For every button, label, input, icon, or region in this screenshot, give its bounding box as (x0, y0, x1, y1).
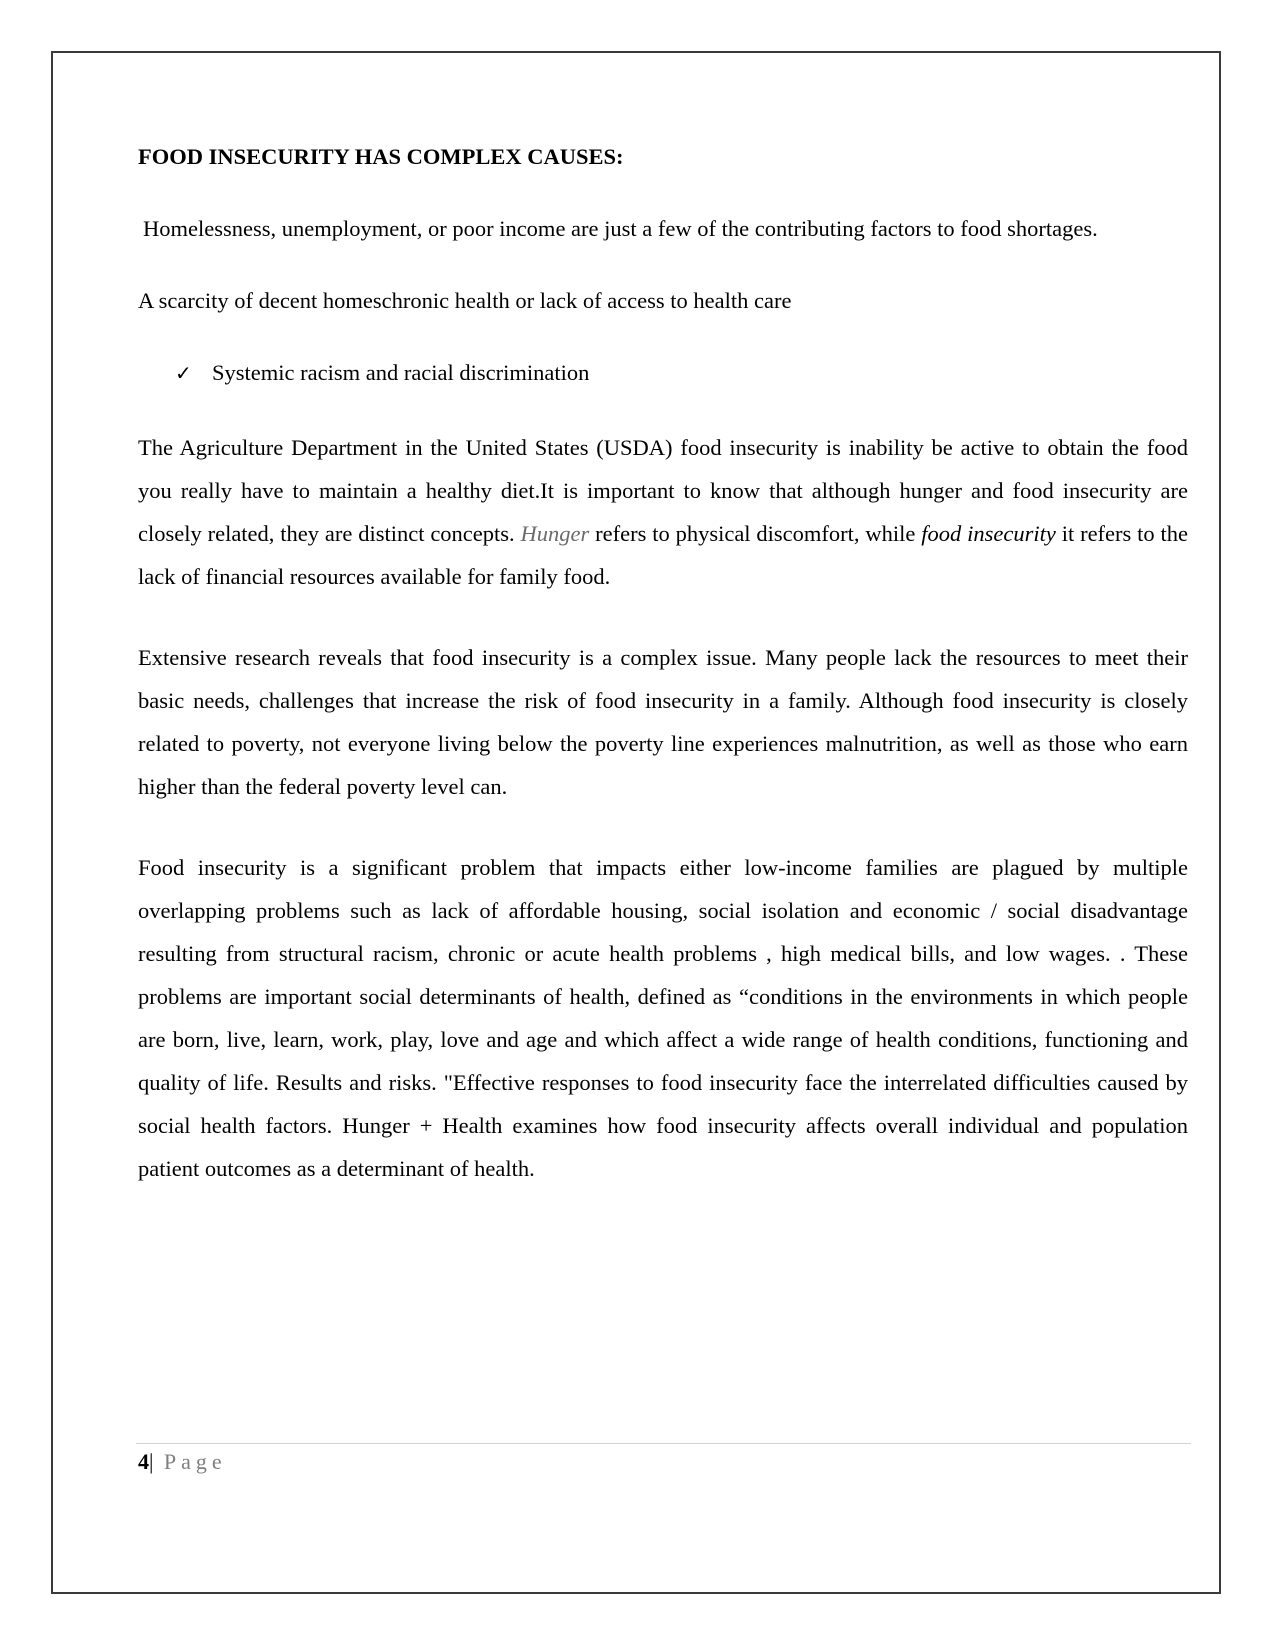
research-paragraph: Extensive research reveals that food insecurity is a complex issue. Many people lack the resources to meet their basic needs, challenges that increase the risk of food insecurity in a family. Although food insecurity is closely related to poverty, not everyone living below the poverty line experiences malnutrition, as well as those who earn higher than the federal poverty level can. (138, 645, 1188, 799)
usda-text-part1: The Agriculture Department in the United States (USDA) food insecurity is inability be active to obtain the food you really have to maintain a healthy diet.It is important to know that although hunger and food insecurity are closely related, they are distinct concepts. (138, 435, 1188, 546)
intro-line: Homelessness, unemployment, or poor income are just a few of the contributing factors to food shortages. (143, 216, 1098, 241)
hunger-term: Hunger (520, 521, 590, 546)
page-number: 4 (138, 1449, 149, 1474)
page-label: Page (153, 1449, 227, 1474)
significant-problem-paragraph: Food insecurity is a significant problem that impacts either low-income families are plagued by multiple overlapping problems such as lack of affordable housing, social isolation and economic / social disadvantage resulting from structural racism, chronic or acute health problems , high medical bills, and low wages. . These problems are important social determinants of health, defined as “conditions in the environments in which people are born, live, learn, work, play, love and age and which affect a wide range of health conditions, functioning and quality of life. Results and risks. "Effective responses to food insecurity face the interrelated difficulties caused by social health factors. Hunger + Health examines how food insecurity affects overall individual and population patient outcomes as a determinant of health. (138, 855, 1188, 1181)
document-body (138, 140, 1188, 1190)
usda-text-part2: refers to physical discomfort, while (589, 521, 922, 546)
page-number-separator: | (149, 1449, 154, 1474)
check-mark-icon: ✓ (175, 361, 192, 385)
usda-text-part3: it refers to the lack of financial resources available for family food. (138, 521, 1188, 589)
causes-list (138, 356, 1188, 390)
page-footer (138, 1447, 227, 1477)
list-item (138, 356, 1188, 390)
section-heading: FOOD INSECURITY HAS COMPLEX CAUSES: (138, 144, 624, 169)
scarcity-line: A scarcity of decent homeschronic health or lack of access to health care (138, 288, 792, 313)
food-insecurity-term: food insecurity (921, 521, 1056, 546)
list-item-text: Systemic racism and racial discrimination (212, 360, 590, 385)
usda-definition-paragraph (138, 426, 1188, 598)
footer-divider (136, 1443, 1191, 1444)
